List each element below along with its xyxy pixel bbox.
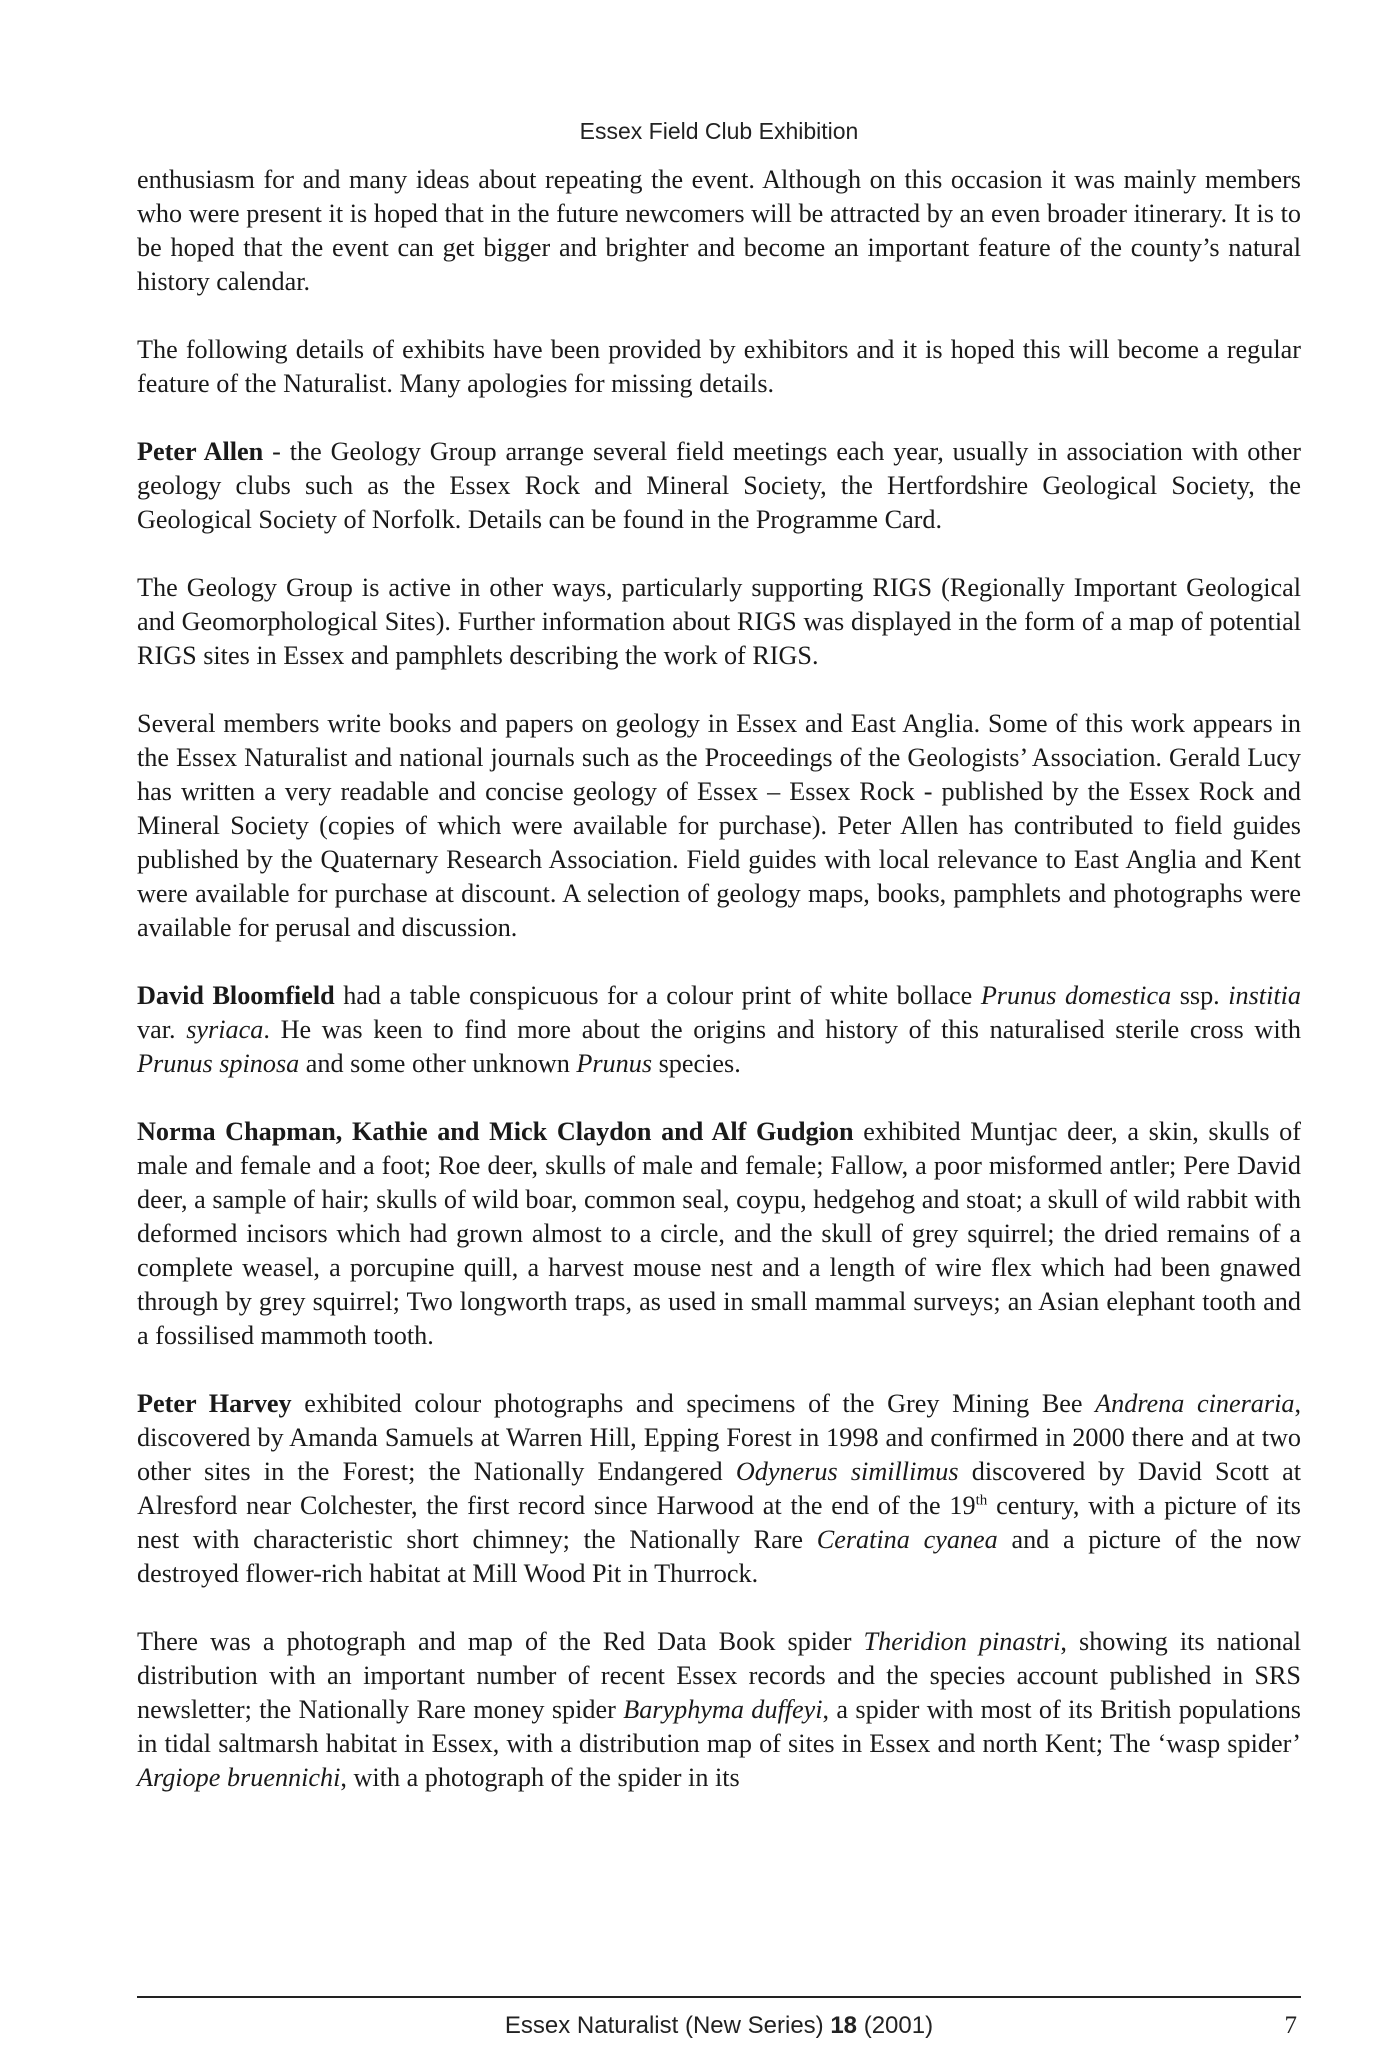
species-name: Ceratina cyanea — [816, 1525, 998, 1554]
exhibitor-name: Norma Chapman, Kathie and Mick Claydon and Alf Gudgion — [137, 1117, 854, 1146]
paragraph-text: , with a photograph of the spider in its — [340, 1763, 740, 1792]
paragraph-text: , discovered by Amanda Samuels at Warren Hill, Epping Forest in 1998 and confirmed in 2000 there and at two other sites in the Forest; the Nationally Endangered — [137, 1389, 1301, 1486]
paragraph-peter-harvey — [137, 1387, 1301, 1591]
paragraph-text: and some other unknown — [299, 1049, 577, 1078]
paragraph-geology-group: The Geology Group is active in other ways, particularly supporting RIGS (Regionally Important Geological and Geomorphological Sites). Further information about RIGS was displayed in the form of a map of potential RIGS sites in Essex and pamphlets describing the work of RIGS. — [137, 573, 1301, 670]
species-name: Odynerus simillimus — [735, 1457, 959, 1486]
species-name: institia — [1228, 981, 1302, 1010]
species-name: Argiope bruennichi — [137, 1763, 341, 1792]
exhibitor-name: Peter Allen — [137, 437, 264, 466]
paragraph-text: . He was keen to find more about the origins and history of this naturalised sterile cross with — [263, 1015, 1301, 1044]
paragraph-text: , a spider with most of its British populations in tidal saltmarsh habitat in Essex, with a distribution map of sites in Essex and north Kent; The ‘wasp spider’ — [137, 1695, 1301, 1758]
journal-citation — [137, 2012, 1301, 2040]
running-header: Essex Field Club Exhibition — [579, 118, 859, 144]
paragraph-david-bloomfield — [137, 979, 1301, 1081]
paragraph-text: century, with a picture of its nest with characteristic short chimney; the Nationally Rare — [137, 1491, 1301, 1554]
paragraph-spiders — [137, 1625, 1301, 1795]
exhibitor-name: David Bloomfield — [137, 981, 335, 1010]
paragraph-geology-publications: Several members write books and papers on geology in Essex and East Anglia. Some of this work appears in the Essex Naturalist and national journals such as the Proceedings of the Geologists’ Association. Gerald Lucy has written a very readable and concise geology of Essex – Essex Rock - published by the Essex Rock and Mineral Society (copies of which were available for purchase). Peter Allen has contributed to field guides published by the Quaternary Research Association. Field guides with local relevance to East Anglia and Kent were available for purchase at discount. A selection of geology maps, books, pamphlets and photographs were available for perusal and discussion. — [137, 709, 1301, 942]
species-name: Baryphyma duffeyi — [623, 1695, 823, 1724]
paragraph-text: var. — [137, 1015, 187, 1044]
paragraph-text: species. — [652, 1049, 741, 1078]
article-body — [137, 163, 1301, 1829]
journal-title: Essex Naturalist (New Series) — [504, 2012, 831, 2039]
paragraph-text: - the Geology Group arrange several field meetings each year, usually in association with other geology clubs such as the Essex Rock and Mineral Society, the Hertfordshire Geological Society, the Geological Society of Norfolk. Details can be found in the Programme Card. — [137, 437, 1302, 534]
paragraph-text: exhibited Muntjac deer, a skin, skulls of male and female and a foot; Roe deer, skulls of male and female; Fallow, a poor misformed antler; Pere David deer, a sample of hair; skulls of wild boar, common seal, coypu, hedgehog and stoat; a skull of wild rabbit with deformed incisors which had grown almost to a circle, and the skull of grey squirrel; the dried remains of a complete weasel, a porcupine quill, a harvest mouse nest and a length of wire flex which had been gnawed through by grey squirrel; Two longworth traps, as used in small mammal surveys; an Asian elephant tooth and a fossilised mammoth tooth. — [137, 1117, 1301, 1350]
species-name: Prunus domestica — [980, 981, 1172, 1010]
paragraph-text: discovered by David Scott at Alresford near Colchester, the first record since Harwood at the end of the 19 — [137, 1457, 1302, 1520]
page-number: 7 — [1284, 2012, 1297, 2039]
paragraph-peter-allen — [137, 435, 1301, 537]
paragraph-text: ssp. — [1171, 981, 1229, 1010]
paragraph-text: had a table conspicuous for a colour print of white bollace — [334, 981, 981, 1010]
paragraph-text: There was a photograph and map of the Red Data Book spider — [137, 1627, 864, 1656]
paragraph-text: and a picture of the now destroyed flower-rich habitat at Mill Wood Pit in Thurrock. — [137, 1525, 1302, 1588]
paragraph-mammal-exhibit — [137, 1115, 1301, 1353]
footer-rule — [137, 1996, 1301, 1998]
paragraph-intro-continued: enthusiasm for and many ideas about repeating the event. Although on this occasion it was mainly members who were present it is hoped that in the future newcomers will be attracted by an even broader itinerary. It is to be hoped that the event can get bigger and brighter and become an important feature of the county’s natural history calendar. — [137, 165, 1301, 296]
species-name: Theridion pinastri — [863, 1627, 1061, 1656]
paragraph-text: , showing its national distribution with an important number of recent Essex records and the species account published in SRS newsletter; the Nationally Rare money spider — [137, 1627, 1301, 1724]
paragraph-exhibits-note: The following details of exhibits have been provided by exhibitors and it is hoped this will become a regular feature of the Naturalist. Many apologies for missing details. — [137, 335, 1301, 398]
ordinal-superscript: th — [975, 1492, 988, 1509]
volume-number: 18 — [830, 2012, 858, 2039]
species-name: Prunus spinosa — [137, 1049, 300, 1078]
species-name: Prunus — [576, 1049, 653, 1078]
species-name: Andrena cineraria — [1095, 1389, 1295, 1418]
paragraph-text: exhibited colour photographs and specimens of the Grey Mining Bee — [291, 1389, 1096, 1418]
journal-year: (2001) — [857, 2012, 934, 2039]
species-name: syriaca — [186, 1015, 264, 1044]
document-page — [137, 0, 1301, 2067]
exhibitor-name: Peter Harvey — [137, 1389, 292, 1418]
